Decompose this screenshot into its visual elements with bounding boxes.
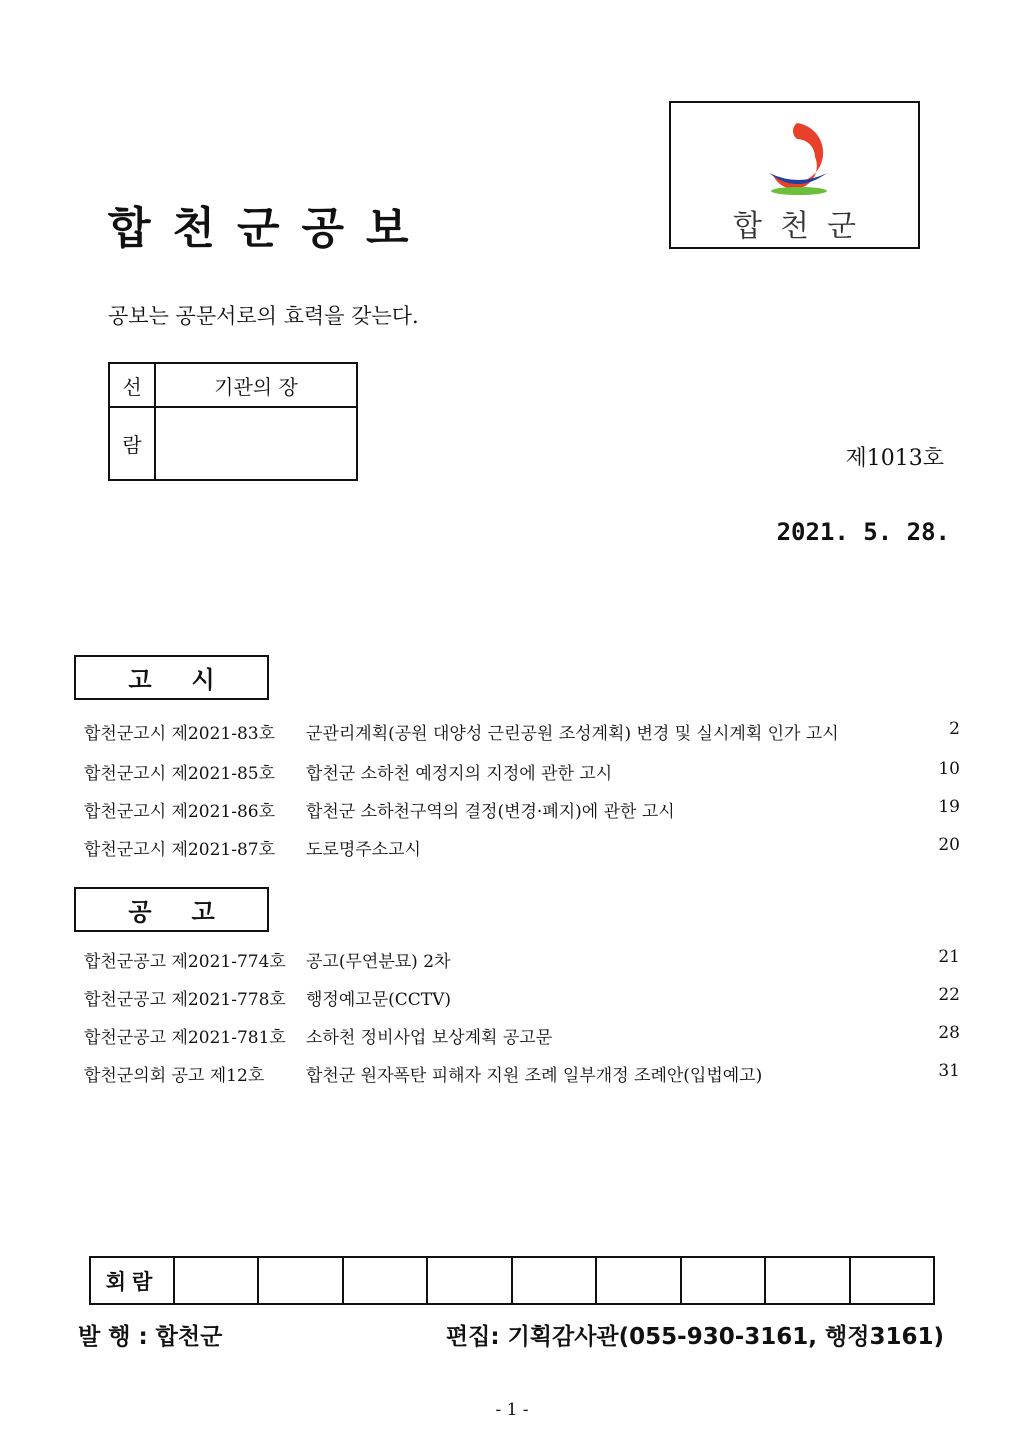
- entry-page: 28: [938, 1023, 960, 1043]
- approval-header: 기관의 장: [155, 363, 357, 407]
- entry-number: 합천군고시 제2021-85호: [84, 764, 275, 784]
- circulation-cell: [343, 1257, 427, 1304]
- entry-number: 합천군공고 제2021-778호: [84, 990, 286, 1010]
- circulation-cell: [258, 1257, 342, 1304]
- approval-side-bottom: 람: [109, 407, 155, 480]
- entry-title: 소하천 정비사업 보상계획 공고문: [306, 1028, 553, 1048]
- entry-page: 19: [938, 797, 960, 817]
- circulation-cell: [765, 1257, 849, 1304]
- entry-number: 합천군공고 제2021-781호: [84, 1028, 286, 1048]
- entry-number: 합천군고시 제2021-86호: [84, 802, 275, 822]
- list-item[interactable]: [84, 1061, 960, 1091]
- list-item[interactable]: [84, 1023, 960, 1053]
- entry-title: 공고(무연분묘) 2차: [306, 952, 451, 972]
- county-logo-box: [669, 101, 920, 249]
- list-item[interactable]: [84, 759, 960, 789]
- list-item[interactable]: [84, 985, 960, 1015]
- list-item[interactable]: [84, 947, 960, 977]
- section-header-notices: 고시: [74, 655, 269, 700]
- entry-page: 22: [938, 985, 960, 1005]
- issue-number: 제1013호: [845, 446, 944, 471]
- publication-subtitle: 공보는 공문서로의 효력을 갖는다.: [108, 304, 419, 328]
- publisher: 발 행 : 합천군: [78, 1324, 223, 1350]
- issue-date: 2021. 5. 28.: [776, 518, 950, 546]
- circulation-table: [89, 1256, 935, 1305]
- county-emblem-icon: [757, 117, 837, 199]
- circulation-cell: [174, 1257, 258, 1304]
- entry-title: 군관리계획(공원 대양성 근린공원 조성계획) 변경 및 실시계획 인가 고시: [306, 724, 839, 744]
- list-item[interactable]: [84, 797, 960, 827]
- page-number: - 1 -: [495, 1400, 529, 1420]
- circulation-cell: [850, 1257, 935, 1304]
- approval-table: [108, 362, 358, 481]
- list-item[interactable]: [84, 719, 960, 749]
- entry-number: 합천군고시 제2021-87호: [84, 840, 275, 860]
- entry-title: 도로명주소고시: [306, 840, 421, 860]
- logo-text: 합천군: [733, 209, 874, 244]
- entry-title: 합천군 원자폭탄 피해자 지원 조례 일부개정 조례안(입법예고): [306, 1066, 763, 1086]
- entry-number: 합천군의회 공고 제12호: [84, 1066, 265, 1086]
- circulation-cell: [512, 1257, 596, 1304]
- list-item[interactable]: [84, 835, 960, 865]
- editor-contact: 편집: 기획감사관(055-930-3161, 행정3161): [445, 1324, 944, 1350]
- entry-number: 합천군고시 제2021-83호: [84, 724, 275, 744]
- entry-page: 10: [938, 759, 960, 779]
- approval-side-top: 선: [109, 363, 155, 407]
- circulation-cell: [681, 1257, 765, 1304]
- circulation-cell: [596, 1257, 680, 1304]
- circulation-cell: [427, 1257, 511, 1304]
- entry-title: 합천군 소하천구역의 결정(변경·폐지)에 관한 고시: [306, 802, 675, 822]
- entry-page: 31: [938, 1061, 960, 1081]
- entry-title: 합천군 소하천 예정지의 지정에 관한 고시: [306, 764, 613, 784]
- entry-title: 행정예고문(CCTV): [306, 990, 452, 1010]
- entry-number: 합천군공고 제2021-774호: [84, 952, 286, 972]
- section-header-announcements: 공고: [74, 887, 269, 932]
- entry-page: 2: [949, 719, 960, 739]
- approval-signature-cell: [155, 407, 357, 480]
- entry-page: 21: [938, 947, 960, 967]
- publication-title: 합천군공보: [108, 203, 431, 254]
- entry-page: 20: [938, 835, 960, 855]
- circulation-label: 회람: [90, 1257, 174, 1304]
